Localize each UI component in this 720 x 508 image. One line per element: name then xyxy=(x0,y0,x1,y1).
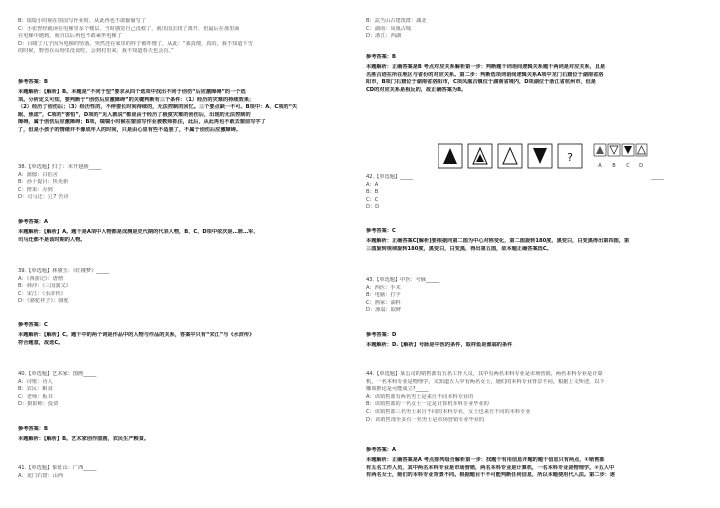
analysis-line: 本题解析：正确答案C[解析]要根据同第二图为中心对称变化，第二图旋转180度，黑变白，白变黑得出第四图，第 xyxy=(366,238,630,244)
option-line: D：目睹了几子因为电梯的坠落，突然还在家里的样子被吓傻了，从此：“我真傻，真的，我不知道下雪 xyxy=(18,40,253,47)
option-c[interactable]: C：该销售部三名男士来自不同的本科专业，女士也来自不同的本科专业 xyxy=(366,408,531,415)
figure-option-a[interactable] xyxy=(594,144,606,156)
figure-option-c[interactable] xyxy=(622,144,634,156)
analysis-line: 三图旋转规律旋转180度，黑变白，白变黑，得出第五图，故本题正确答案选C。 xyxy=(366,245,552,252)
analysis-line: 本题解析：【解析】B。艺术家创作图画，农民生产粮食。 xyxy=(18,436,150,442)
answer-label: 参考答案：D xyxy=(366,332,397,338)
question-text: 机，一名本科专业是物理学。又知道五人中有两名女士，她们的本科专业背景不同。根据上文所述，以下 xyxy=(366,378,605,385)
question-title: 42.【单选题】_____ xyxy=(366,174,414,180)
question-title: 40.【单选题】艺术家：图画_____ xyxy=(18,371,97,377)
option-a[interactable]: A：西医：手术 xyxy=(366,284,401,291)
answer-label: 参考答案：C xyxy=(366,228,396,234)
figure-box-1 xyxy=(438,144,462,168)
option-c[interactable]: C：橙果：办到 xyxy=(18,186,53,193)
option-d[interactable]: D：D xyxy=(366,204,380,211)
question-41 xyxy=(18,465,358,480)
question-39 xyxy=(18,268,358,306)
option-c[interactable]: C：C xyxy=(366,196,379,203)
option-c[interactable]: C：画家：油料 xyxy=(366,299,401,306)
q38-analysis xyxy=(18,229,358,244)
q42-answer xyxy=(366,228,706,236)
analysis-line: 障碍，属于创伤后应激障碍；B项，镜镜小时候在窗前写作业被教师抓住，此后，从此再也不敢去窗前写字了 xyxy=(18,119,266,126)
q43-answer xyxy=(366,332,706,340)
option-line: 在电梯中遇到，而且以后再也不敢乘坐电梯了 xyxy=(18,33,122,40)
analysis-line: 名胜古迹在所在地区与省份的对应关系。第二步：判断选项词语间逻辑关系A项中龙门石窟位于湖南省洛 xyxy=(366,71,604,78)
q43-analysis xyxy=(366,342,706,350)
figure-box-3 xyxy=(498,144,522,168)
q39-answer xyxy=(18,322,358,330)
answer-label: 参考答案：A xyxy=(18,219,48,225)
question-title: 44.【单选题】某公司的销售部有五名工作人员，其中有两名本科专业是市场营销，两名本科专业是计算 xyxy=(366,371,603,377)
option-b[interactable]: B：林冲：《三国演义》 xyxy=(18,283,71,290)
option-d[interactable]: D：《骆驼祥子》：骆驼 xyxy=(18,298,69,305)
q42-blank xyxy=(651,174,701,182)
analysis-line: 本题解析：【解析】B。本题是“不同于型”要求从四个选项中找出不同于创伤“后应激障碍”的一个选 xyxy=(18,89,246,95)
option-line: B：镜镜小时候在窗前写作业时，从此再也不敢偷偷写了 xyxy=(18,18,147,24)
answer-label: 参考答案：C xyxy=(18,322,48,328)
option-line: 的时候，野兽在山坳里没食吃，会到村里来，我不知道春天也会有。” xyxy=(18,48,174,55)
q44-analysis xyxy=(366,457,706,480)
question-text: 哪项推论是可能成立?_____ xyxy=(366,386,429,393)
q40-answer xyxy=(18,426,358,434)
figure-box-4 xyxy=(528,144,552,168)
figure-label-c: C xyxy=(626,163,630,169)
option-a[interactable]: A：龙门石窟：山西 xyxy=(18,472,64,479)
q37-options-tail xyxy=(18,18,358,56)
figure-box-5 xyxy=(558,144,582,168)
q38-answer xyxy=(18,219,358,227)
figure-label-a: A xyxy=(598,163,602,169)
figure-reasoning-puzzle xyxy=(438,142,648,172)
analysis-line: CD的对应关系是相反的，故正确答案为B。 xyxy=(366,86,467,93)
q40-analysis xyxy=(18,436,358,444)
option-c[interactable]: C：湖南：凤凰古城 xyxy=(366,25,412,32)
question-title: 38.【单选题】归丁：末开翅膀_____ xyxy=(18,164,102,170)
analysis-line: 有两名女士，她们的本科专业背景不同。根据题目干不可能判断任何信息，所以本题使用代入法。第二步：逐 xyxy=(366,472,616,479)
question-title: 41.【单选题】象征山：广西_____ xyxy=(18,465,97,471)
q41-answer xyxy=(366,54,706,62)
figure-option-b[interactable] xyxy=(608,144,620,156)
q37-answer xyxy=(18,79,358,87)
option-b[interactable]: B：孙十提目：快更新 xyxy=(18,179,69,186)
question-title: 43.【单选题】中医：号脉_____ xyxy=(366,277,440,283)
option-b[interactable]: B：农民：粮食 xyxy=(18,386,53,393)
option-c[interactable]: C：老师：板书 xyxy=(18,393,53,400)
answer-label: 参考答案：A xyxy=(366,447,396,453)
option-a[interactable]: A：蒲伽：白伯舍 xyxy=(18,171,58,178)
option-b[interactable]: B：该销售部的一名女士一定是计算机本科专业毕业的 xyxy=(366,401,489,408)
option-a[interactable]: A：A xyxy=(366,181,379,188)
question-44 xyxy=(366,371,706,424)
analysis-line: 司马迁都不是该时期的人物。 xyxy=(18,236,86,243)
question-38 xyxy=(18,164,358,202)
figure-label-d: D xyxy=(639,163,643,169)
analysis-line: 本题解析：【解析】A。题干是A项中人物都是成测是史代期的代表人物，B、C、D项中依次是…箭…军、 xyxy=(18,229,259,235)
analysis-line: 本题解析：正确答案是A 考点排列组合解析第一步：找题干有用信息并题的题干信息只有两点，①销售部 xyxy=(366,457,605,463)
figure-option-d[interactable] xyxy=(636,144,647,156)
answer-label: 参考答案：B xyxy=(18,426,48,432)
analysis-line: 阳市，B项门石窟位于湖南省洛阳市，C项凤凰古镇位于湖南省境内，D项湖位于浙江省杭州市，但是 xyxy=(366,79,596,86)
q41-options-tail xyxy=(366,18,706,41)
option-d[interactable]: D：该销售部至多有一名男士是市场营销专业毕业的 xyxy=(366,416,485,423)
option-a[interactable]: A：该销售部有两名男士是来自不同本科专业的 xyxy=(366,393,474,400)
option-d[interactable]: D：渔翁：取鲜 xyxy=(366,307,402,314)
q41-analysis xyxy=(366,64,706,94)
q39-analysis xyxy=(18,332,358,347)
option-b[interactable]: B：B xyxy=(366,189,379,196)
option-b[interactable]: B：电脑：打字 xyxy=(366,292,401,299)
figure-box-2 xyxy=(468,144,492,168)
analysis-line: 了，但是小孩子的情绪并不像成年人的时间，只是由心里有些不适罢了，不属于创伤后应激障碍。 xyxy=(18,126,242,133)
analysis-line: 项。分析定义可知，要判断于“创伤后应激障碍”的关键判断有三个条件：（1）经历的灾难的持续效果； xyxy=(18,96,255,103)
question-43 xyxy=(366,277,706,315)
analysis-line: 本题解析：D.【解析】号脉是中医的条件，取样鱼是渔翁的条件 xyxy=(366,342,513,348)
option-line: C：小张曾经就读在电梯里多个楼层，当时感觉自己没救了，就出国去找了离开，但最后在那里面 xyxy=(18,25,240,32)
analysis-line: 符合题意，故选C。 xyxy=(18,339,64,346)
q37-analysis xyxy=(18,89,358,135)
option-d[interactable]: D：摄影师：投资 xyxy=(18,401,59,408)
q44-answer xyxy=(366,447,706,455)
answer-label: 参考答案：B xyxy=(366,54,396,60)
question-40 xyxy=(18,371,358,409)
option-a[interactable]: A：诗歌：诗人 xyxy=(18,378,53,385)
figure-label-b: B xyxy=(612,163,616,169)
analysis-line: （2）经历了创伤后；（3）经历性的，不停要长时间持续的，无法控制的回忆。三个要点缺一不可。B项中：A、C项的“失 xyxy=(18,104,298,111)
analysis-line: 本题解析：正确答案是B 考点对应关系解析第一步：判断题干词语间逻辑关系题干两词是对应关系，且是 xyxy=(366,64,606,70)
analysis-line: 有五名工作人员，其中两名本科专业是市场营销，两名本科专业是计算机，一名本科专业是物理学。②五人中 xyxy=(366,464,615,471)
svg-text:?: ? xyxy=(567,151,573,164)
option-b[interactable]: B：武当山古建筑群：湖北 xyxy=(366,18,427,24)
option-c[interactable]: C：宋江：《水浒传》 xyxy=(18,290,66,297)
option-d[interactable]: D：司马迁：辽7 苦诗 xyxy=(18,194,69,201)
q42-analysis xyxy=(366,238,706,253)
analysis-line: 本题解析：【解析】C。题干中的两个词是作品中的人物与作品的关系，答案中只有“宋江”与《水浒传》 xyxy=(18,332,255,338)
analysis-line: 眠、焦虑”，C项的“害怕”，D项的“见人就说”都是由于经历了极度灾难的创伤后，出现的无法控制的 xyxy=(18,111,251,118)
answer-blank: _____ xyxy=(651,174,664,180)
question-title: 39.【单选题】林黛玉：《红楼梦》_____ xyxy=(18,268,110,274)
answer-label: 参考答案：B xyxy=(18,79,48,85)
option-d[interactable]: D：浙江：西湖 xyxy=(366,33,402,40)
option-a[interactable]: A：《西游记》：唐僧 xyxy=(18,275,64,282)
